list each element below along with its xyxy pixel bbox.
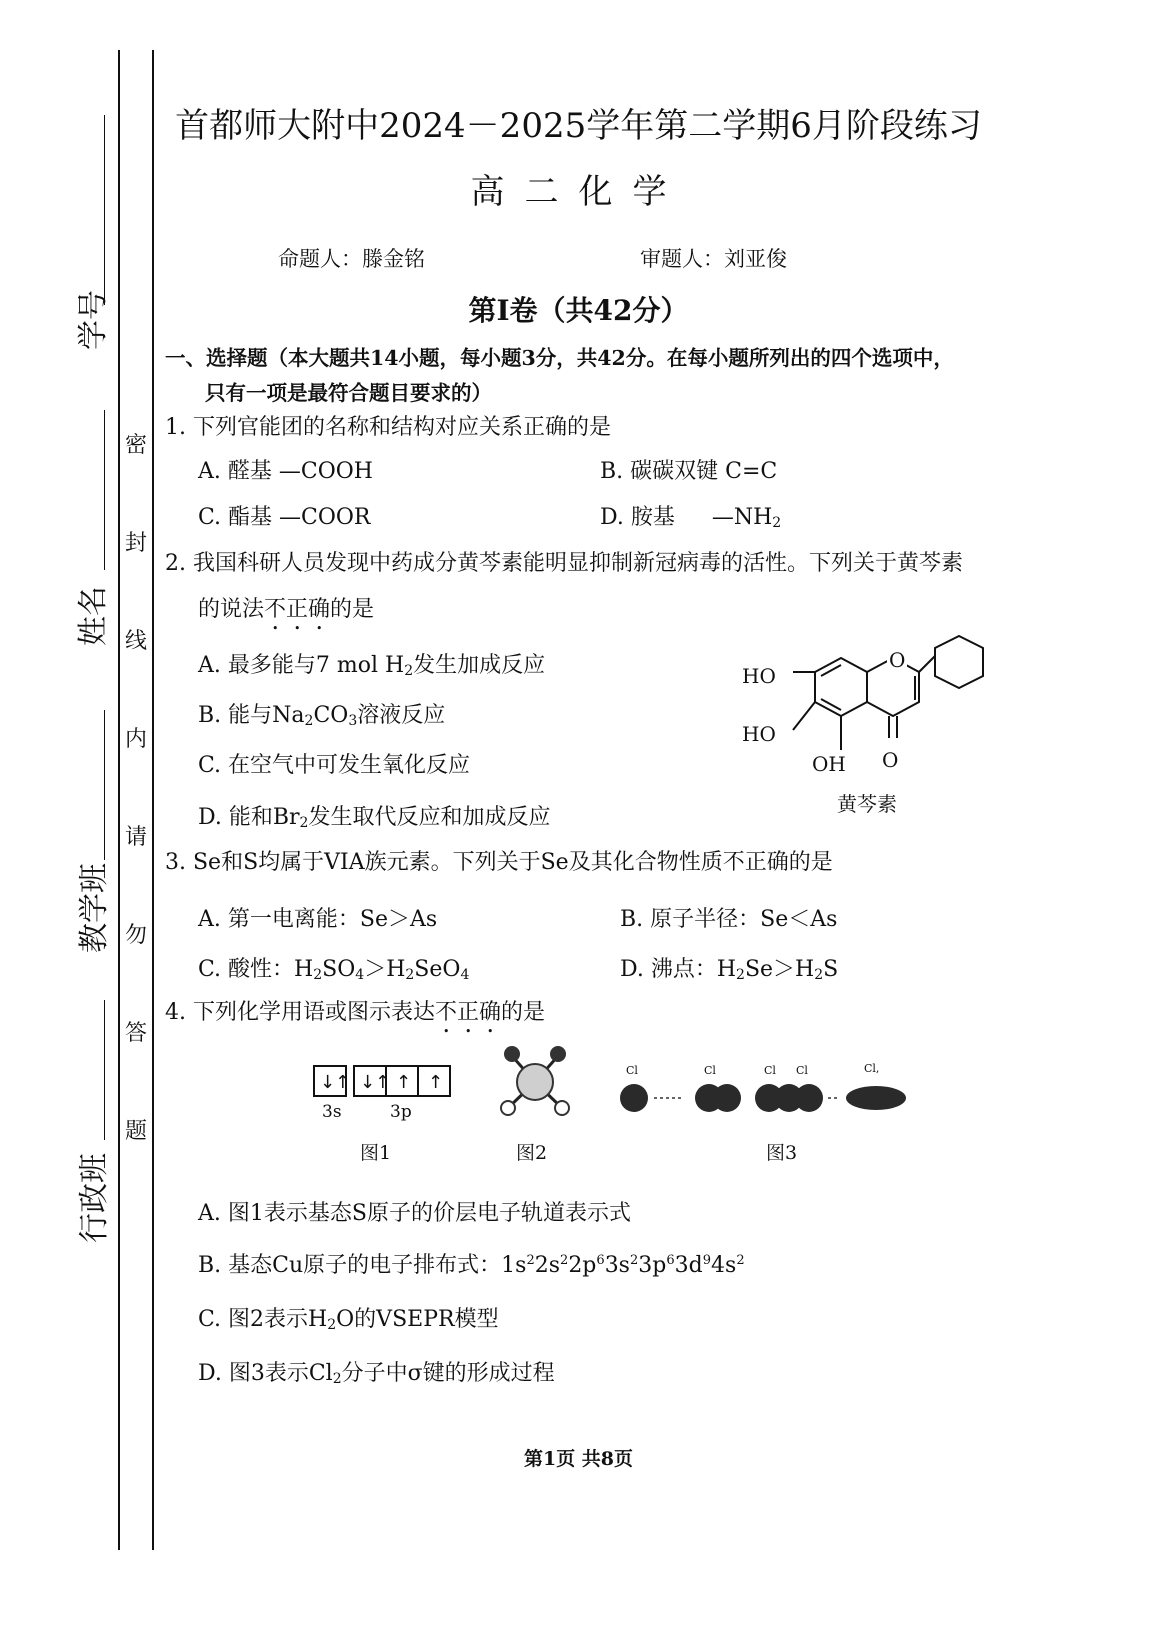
subscript: 2 <box>327 1317 337 1333</box>
superscript: 6 <box>596 1253 605 1268</box>
q4-option-b-text: 2s <box>534 1253 561 1278</box>
sigma-bond-orbital <box>846 1086 906 1110</box>
q4-option-b <box>198 1248 745 1279</box>
seal-char: 内 <box>124 727 147 752</box>
q2-option-b-text: 溶液反应 <box>357 703 446 728</box>
fig2-label: 图2 <box>516 1142 548 1164</box>
q3-option-d-text: D. 沸点：H <box>620 957 737 982</box>
seal-char: 线 <box>124 629 147 654</box>
q2-option-b-text: B. 能与Na <box>198 703 305 728</box>
teaching-class-blank <box>104 710 105 860</box>
subject-title: 高二化学 <box>470 172 687 212</box>
setter: 命题人：滕金铭 <box>278 247 425 271</box>
electron-up-icon: ↑ <box>396 1072 412 1093</box>
subscript: 4 <box>355 967 365 983</box>
q3-option-a: A. 第一电离能：Se＞As <box>198 907 438 932</box>
q3-stem: 3. Se和S均属于VIA族元素。下列关于Se及其化合物性质不正确的是 <box>165 850 833 875</box>
q2-option-d <box>198 800 550 831</box>
q4-stem-text: 4. 下列化学用语或图示表达 <box>165 1000 435 1025</box>
q2-option-b <box>198 698 445 729</box>
fig-o-ring: O <box>889 648 906 672</box>
subscript: 2 <box>313 967 323 983</box>
q4-emphasis: 不正确 <box>434 1000 501 1025</box>
q4-option-b-text: 3d <box>674 1253 703 1278</box>
q4-option-d <box>198 1356 555 1387</box>
oxygen-atom <box>517 1064 553 1100</box>
subscript: 4 <box>460 967 470 983</box>
q4-stem <box>165 995 545 1038</box>
orbital-lobe <box>620 1084 648 1112</box>
q1-stem: 1. 下列官能团的名称和结构对应关系正确的是 <box>165 415 611 440</box>
fig-ho-1: HO <box>742 664 776 688</box>
superscript: 2 <box>629 1253 639 1268</box>
student-id-label: 学号 <box>76 290 111 350</box>
admin-class-blank <box>104 1000 105 1140</box>
subscript: 2 <box>304 713 314 729</box>
q4-option-b-text: 3s <box>604 1253 630 1278</box>
q2-option-d-text: 发生取代反应和加成反应 <box>308 805 551 830</box>
exam-title: 首都师大附中2024－2025学年第二学期6月阶段练习 <box>175 106 982 146</box>
q2-option-a-text: 发生加成反应 <box>413 653 546 678</box>
page-number: 第1页 共8页 <box>523 1448 634 1470</box>
q4-option-a: A. 图1表示基态S原子的价层电子轨道表示式 <box>198 1201 631 1226</box>
q2-stem-line2 <box>198 592 374 635</box>
subscript: 2 <box>405 967 415 983</box>
q4-option-c <box>198 1302 499 1333</box>
q4-option-b-text: 3p <box>638 1253 667 1278</box>
fig3-cl-1: Cl <box>626 1064 638 1077</box>
subscript: 2 <box>814 967 824 983</box>
q4-option-c-text: O的VSEPR模型 <box>336 1307 499 1332</box>
fig-baicalein-label: 黄芩素 <box>837 792 897 816</box>
subscript: 2 <box>772 515 782 531</box>
q2-emphasis: 不正确 <box>264 597 331 622</box>
ring-b <box>935 636 983 688</box>
fig3-cl-2: Cl <box>704 1064 716 1077</box>
subscript: 3 <box>348 713 358 729</box>
q3-option-d-text: Se＞H <box>744 957 815 982</box>
superscript: 2 <box>736 1253 745 1268</box>
q3-option-c-text: ＞H <box>364 957 406 982</box>
q3-option-c <box>198 952 469 983</box>
bond <box>793 702 815 730</box>
subscript: 2 <box>332 1371 342 1387</box>
q3-option-b: B. 原子半径：Se＜As <box>620 907 838 932</box>
lone-pair-lobe <box>504 1046 520 1062</box>
subscript: 2 <box>299 815 309 831</box>
superscript: 2 <box>560 1253 569 1268</box>
electron-up-icon: ↑ <box>428 1072 444 1093</box>
seal-char: 请 <box>124 825 147 850</box>
teaching-class-label: 教学班 <box>77 863 112 953</box>
name-label: 姓名 <box>76 586 111 646</box>
reviewer: 审题人：刘亚俊 <box>640 247 787 271</box>
seal-char: 题 <box>124 1119 147 1144</box>
q3-option-c-text: C. 酸性：H <box>198 957 314 982</box>
margin-line-outer <box>118 50 120 1550</box>
orbital-lobe <box>713 1084 741 1112</box>
ring-a <box>815 658 867 716</box>
q4-option-b-text: B. 基态Cu原子的电子排布式：1s <box>198 1253 527 1278</box>
fig1-label: 图1 <box>360 1142 392 1164</box>
q4-option-c-text: C. 图2表示H <box>198 1307 328 1332</box>
seal-char: 密 <box>124 433 147 458</box>
bond <box>919 656 935 672</box>
name-blank <box>104 410 105 570</box>
subscript: 2 <box>736 967 745 983</box>
electron-pair-icon: ↓↑ <box>320 1072 351 1093</box>
figure-3-sigma-bond <box>612 1078 912 1118</box>
q4-option-b-text: 2p <box>568 1253 597 1278</box>
double-bond <box>821 699 841 710</box>
fig-o-keto: O <box>882 748 899 772</box>
superscript: 6 <box>666 1253 675 1268</box>
q4-option-d-text: D. 图3表示Cl <box>198 1361 333 1386</box>
q3-option-d-text: S <box>823 957 839 982</box>
q3-option-c-text: SO <box>322 957 356 982</box>
volume-heading: 第Ⅰ卷（共42分） <box>468 294 689 327</box>
q1-option-d-label: D. 胺基 <box>600 505 675 530</box>
q3-option-c-text: SeO <box>414 957 461 982</box>
hydrogen-atom <box>555 1101 569 1115</box>
q4-option-b-text: 4s <box>711 1253 737 1278</box>
q2-stem-text: 的是 <box>330 597 375 622</box>
lone-pair-lobe <box>550 1046 566 1062</box>
figure-1-orbital-diagram <box>312 1062 462 1102</box>
q2-option-a <box>198 648 545 679</box>
orbital-lobe <box>795 1084 823 1112</box>
fig3-cl-4: Cl <box>796 1064 808 1077</box>
figure-2-vsepr-model <box>490 1042 580 1122</box>
q2-option-c: C. 在空气中可发生氧化反应 <box>198 753 471 778</box>
q3-option-d <box>620 952 838 983</box>
q2-option-b-text: CO <box>313 703 349 728</box>
fig-oh: OH <box>812 752 846 776</box>
q2-stem-text: 的说法 <box>198 597 265 622</box>
hydrogen-atom <box>501 1101 515 1115</box>
q2-option-a-text: A. 最多能与7 mol H <box>198 653 405 678</box>
fig1-3p-label: 3p <box>390 1102 412 1122</box>
q4-option-d-text: 分子中σ键的形成过程 <box>341 1361 555 1386</box>
superscript: 2 <box>526 1253 535 1268</box>
fig3-label: 图3 <box>766 1142 798 1164</box>
q1-option-c: C. 酯基 —COOR <box>198 505 371 530</box>
q1-option-d-formula: —NH <box>711 505 773 530</box>
electron-pair-icon: ↓↑ <box>360 1072 391 1093</box>
fig3-cl-3: Cl <box>764 1064 776 1077</box>
fig3-cl-5: Cl, <box>864 1062 880 1075</box>
admin-class-label: 行政班 <box>77 1153 112 1243</box>
fig-ho-2: HO <box>742 722 776 746</box>
q1-option-d <box>600 500 781 531</box>
margin-line-inner <box>152 50 154 1550</box>
seal-char: 答 <box>124 1021 147 1046</box>
superscript: 9 <box>702 1253 712 1268</box>
seal-char: 封 <box>124 531 147 556</box>
q2-option-d-text: D. 能和Br <box>198 805 300 830</box>
seal-char: 勿 <box>124 923 147 948</box>
fig1-3s-label: 3s <box>322 1102 342 1122</box>
q2-stem-line1: 2. 我国科研人员发现中药成分黄芩素能明显抑制新冠病毒的活性。下列关于黄芩素 <box>165 551 963 576</box>
q1-option-b: B. 碳碳双键 C=C <box>600 459 778 484</box>
q1-option-a: A. 醛基 —COOH <box>198 459 373 484</box>
section-instruction-2: 只有一项是最符合题目要求的） <box>205 381 492 405</box>
section-instruction-1: 一、选择题（本大题共14小题，每小题3分，共42分。在每小题所列出的四个选项中， <box>165 346 954 370</box>
subscript: 2 <box>404 663 414 679</box>
q4-stem-text: 的是 <box>501 1000 546 1025</box>
